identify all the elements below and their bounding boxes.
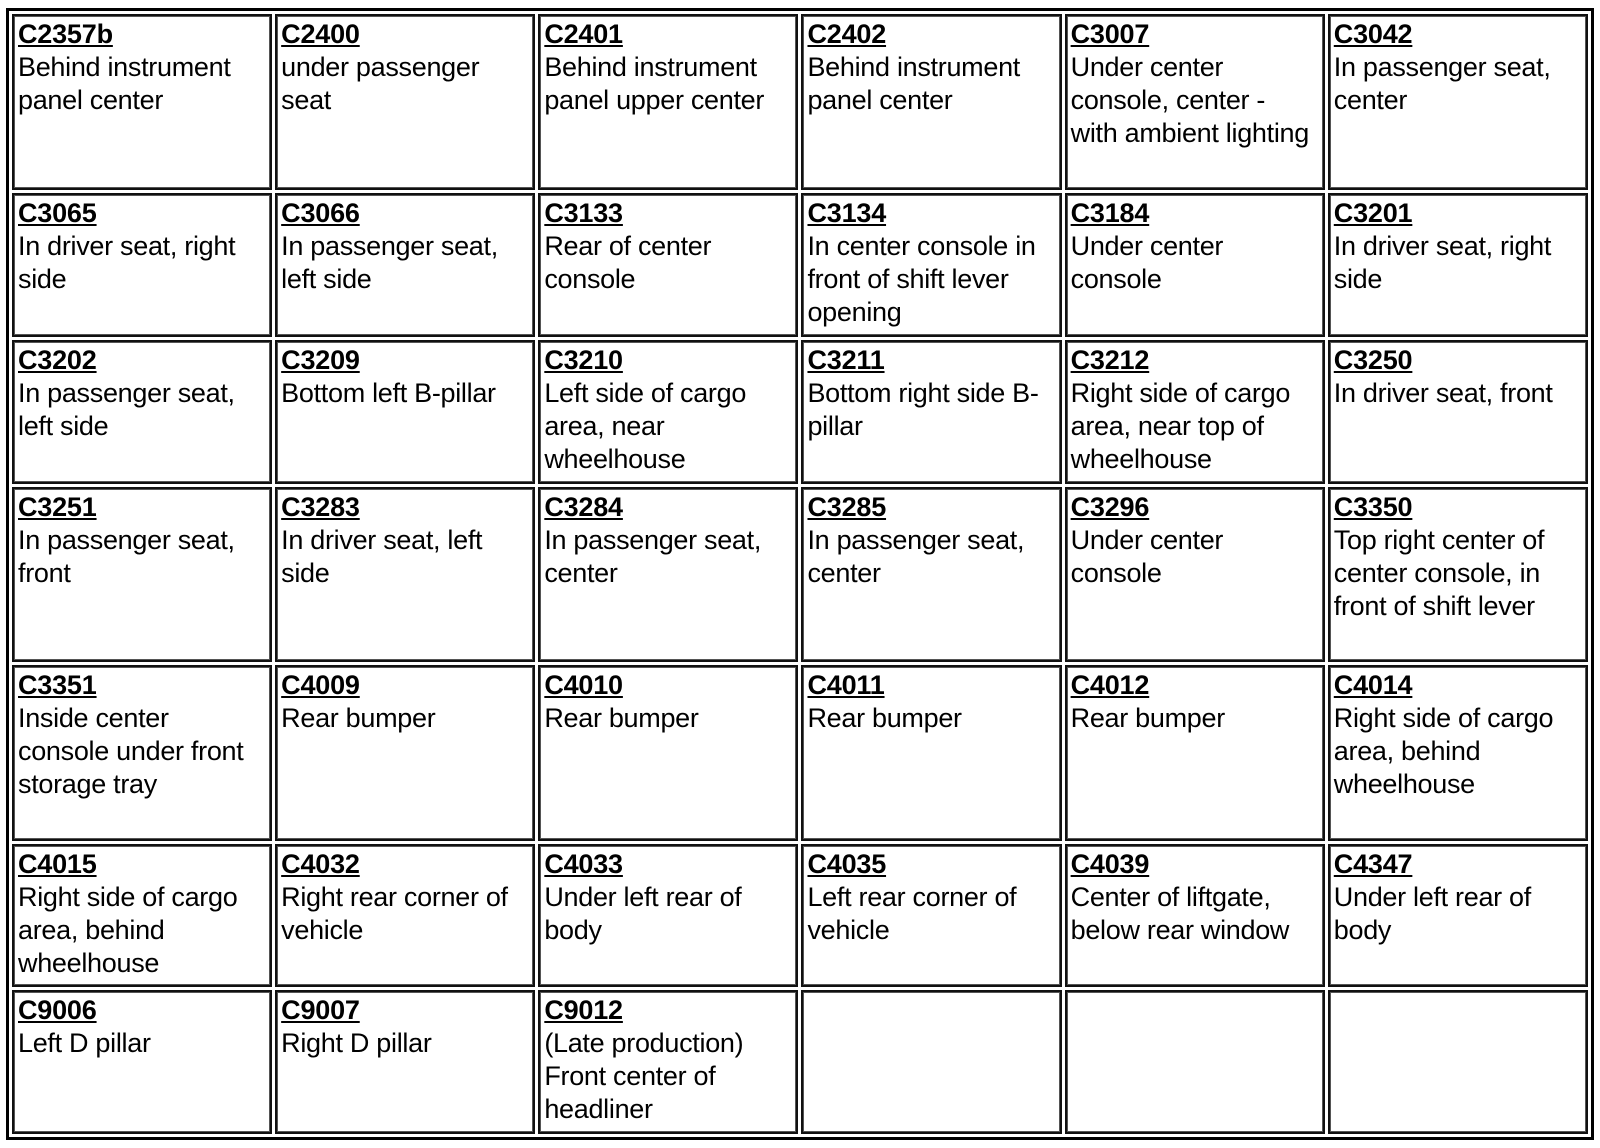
connector-id: C3210 xyxy=(544,345,623,376)
table-cell xyxy=(538,844,798,988)
empty-table-cell xyxy=(801,990,1061,1134)
connector-location: Bottom left B-pillar xyxy=(281,378,496,409)
connector-id: C3351 xyxy=(18,670,97,701)
table-cell xyxy=(538,340,798,484)
table-cell xyxy=(801,665,1061,840)
connector-location: Left D pillar xyxy=(18,1028,151,1059)
connector-location: Behind instrument panel center xyxy=(807,52,1020,115)
connector-location: Top right center of center console, in front of shift lever xyxy=(1333,524,1545,621)
connector-id: C3251 xyxy=(18,491,97,522)
connector-location: Right D pillar xyxy=(281,1028,432,1059)
connector-location: In driver seat, right side xyxy=(1333,231,1552,295)
table-cell xyxy=(538,193,798,337)
connector-location: Left side of cargo area, near wheelhouse xyxy=(544,378,747,475)
table-cell xyxy=(12,990,272,1134)
connector-location: In driver seat, front xyxy=(1333,378,1553,409)
table-cell xyxy=(538,665,798,840)
table-cell xyxy=(275,14,535,190)
connector-id: C3250 xyxy=(1333,345,1413,376)
connector-location: (Late production) Front center of headliner xyxy=(544,1028,744,1125)
connector-location: In driver seat, right side xyxy=(18,231,236,295)
connector-id: C4012 xyxy=(1070,670,1150,701)
table-row xyxy=(12,193,1588,337)
connector-id: C3212 xyxy=(1070,345,1150,376)
connector-id: C3202 xyxy=(18,345,97,376)
connector-id: C3209 xyxy=(281,345,360,376)
connector-id: C3134 xyxy=(807,198,887,229)
connector-id: C3184 xyxy=(1070,198,1150,229)
connector-location: under passenger seat xyxy=(281,52,480,115)
connector-location: In passenger seat, left side xyxy=(281,231,498,295)
connector-location: Bottom right side B-pillar xyxy=(807,378,1039,442)
empty-table-cell xyxy=(1328,990,1588,1134)
table-cell xyxy=(1065,844,1325,988)
connector-location: Under center console, center - with ambient lighting xyxy=(1070,52,1309,148)
connector-id: C3066 xyxy=(281,198,360,229)
connector-location: Rear bumper xyxy=(1070,703,1225,734)
connector-location: Behind instrument panel upper center xyxy=(544,52,765,115)
connector-location: Rear bumper xyxy=(807,703,962,734)
connector-id: C4347 xyxy=(1333,848,1413,879)
connector-id: C3283 xyxy=(281,491,360,522)
table-cell xyxy=(1065,340,1325,484)
connector-id: C2400 xyxy=(281,19,360,49)
connector-id: C4011 xyxy=(807,670,885,701)
connector-id: C3296 xyxy=(1070,491,1150,522)
connector-id: C3285 xyxy=(807,491,887,522)
table-cell xyxy=(12,487,272,662)
connector-id: C3211 xyxy=(807,345,885,376)
connector-id: C2401 xyxy=(544,19,623,49)
table-cell xyxy=(12,193,272,337)
connector-id: C9007 xyxy=(281,995,360,1026)
connector-id: C2357b xyxy=(18,19,113,49)
table-row xyxy=(12,14,1588,190)
table-cell xyxy=(1065,193,1325,337)
empty-table-cell xyxy=(1065,990,1325,1134)
table-cell xyxy=(1328,14,1588,190)
table-cell xyxy=(275,665,535,840)
connector-id: C4015 xyxy=(18,848,97,879)
connector-id: C9012 xyxy=(544,995,623,1026)
table-cell xyxy=(275,340,535,484)
table-cell xyxy=(275,844,535,988)
connector-id: C4033 xyxy=(544,848,623,879)
table-cell xyxy=(1065,14,1325,190)
connector-location: Right side of cargo area, behind wheelhouse xyxy=(18,881,238,978)
table-cell xyxy=(1065,665,1325,840)
table-cell xyxy=(801,193,1061,337)
connector-id: C4014 xyxy=(1333,670,1413,701)
connector-id: C4039 xyxy=(1070,848,1150,879)
connector-id: C4010 xyxy=(544,670,623,701)
table-cell xyxy=(275,193,535,337)
table-cell xyxy=(538,990,798,1134)
connector-id: C4035 xyxy=(807,848,887,879)
table-cell xyxy=(1328,340,1588,484)
connector-location: Inside center console under front storage tray xyxy=(18,703,244,800)
connector-location: Behind instrument panel center xyxy=(18,52,231,115)
connector-id: C3007 xyxy=(1070,19,1150,49)
table-cell xyxy=(1065,487,1325,662)
connector-id: C3350 xyxy=(1333,491,1413,522)
table-cell xyxy=(538,487,798,662)
connector-id: C4032 xyxy=(281,848,360,879)
table-row xyxy=(12,844,1588,988)
connector-location: Rear of center console xyxy=(544,231,712,295)
connector-location: In passenger seat, left side xyxy=(18,378,235,442)
connector-location: In passenger seat, center xyxy=(807,524,1025,588)
connector-locator-table xyxy=(6,8,1594,1140)
connector-id: C3065 xyxy=(18,198,97,229)
connector-location: Under left rear of body xyxy=(1333,881,1531,945)
connector-location: Under left rear of body xyxy=(544,881,742,945)
table-row xyxy=(12,340,1588,484)
table-cell xyxy=(12,14,272,190)
table-cell xyxy=(12,844,272,988)
connector-location: In driver seat, left side xyxy=(281,524,483,588)
connector-id: C9006 xyxy=(18,995,97,1026)
table-cell xyxy=(275,990,535,1134)
table-cell xyxy=(1328,844,1588,988)
table-cell xyxy=(1328,487,1588,662)
connector-id: C3133 xyxy=(544,198,623,229)
connector-id: C2402 xyxy=(807,19,887,49)
table-row xyxy=(12,990,1588,1134)
connector-location: Right side of cargo area, behind wheelhouse xyxy=(1333,703,1554,800)
table-cell xyxy=(801,14,1061,190)
connector-id: C3201 xyxy=(1333,198,1413,229)
connector-id: C3042 xyxy=(1333,19,1413,49)
table-cell xyxy=(12,340,272,484)
table-row xyxy=(12,665,1588,840)
connector-id: C4009 xyxy=(281,670,360,701)
table-cell xyxy=(1328,665,1588,840)
connector-location: Under center console xyxy=(1070,231,1224,295)
table-cell xyxy=(801,487,1061,662)
connector-location: In passenger seat, front xyxy=(18,524,235,588)
connector-location: Left rear corner of vehicle xyxy=(807,881,1017,945)
connector-location: In center console in front of shift lever opening xyxy=(807,231,1036,328)
connector-location: In passenger seat, center xyxy=(544,524,762,588)
connector-location: Under center console xyxy=(1070,524,1224,588)
table-cell xyxy=(801,844,1061,988)
connector-location: Center of liftgate, below rear window xyxy=(1070,881,1290,945)
connector-location: Rear bumper xyxy=(544,703,699,734)
table-cell xyxy=(538,14,798,190)
table-cell xyxy=(1328,193,1588,337)
connector-location: Right rear corner of vehicle xyxy=(281,881,508,945)
table-cell xyxy=(275,487,535,662)
connector-id: C3284 xyxy=(544,491,623,522)
connector-location: Right side of cargo area, near top of wheelhouse xyxy=(1070,378,1291,475)
connector-location: Rear bumper xyxy=(281,703,436,734)
connector-location: In passenger seat, center xyxy=(1333,52,1551,115)
table-cell xyxy=(801,340,1061,484)
table-cell xyxy=(12,665,272,840)
table-row xyxy=(12,487,1588,662)
